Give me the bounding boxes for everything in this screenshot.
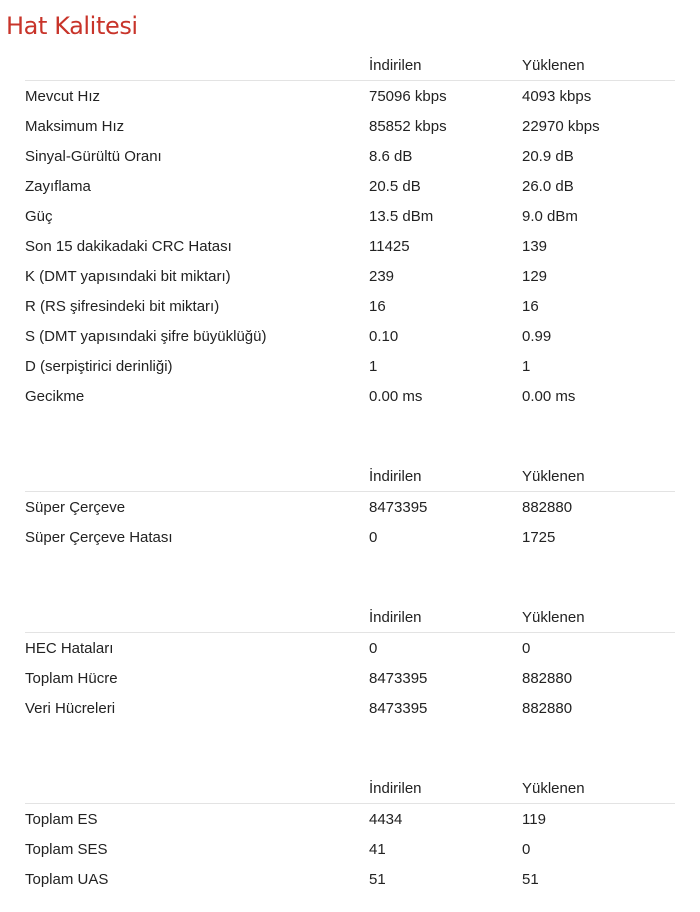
row-label: Toplam Hücre [25,669,118,687]
upstream-value: 0 [522,840,531,858]
upstream-value: 1725 [522,528,556,546]
downstream-value: 13.5 dBm [369,207,434,225]
row-label: Süper Çerçeve [25,498,126,516]
table-row [25,171,675,201]
upstream-value: 16 [522,297,539,315]
header-empty [25,50,369,81]
upstream-value: 0.00 ms [522,387,576,405]
upstream-value: 51 [522,870,539,888]
downstream-value: 51 [369,870,386,888]
upstream-value: 22970 kbps [522,117,600,135]
row-label: Süper Çerçeve Hatası [25,528,173,546]
table-row [25,522,675,552]
table-row [25,261,675,291]
downstream-value: 16 [369,297,386,315]
downstream-value: 239 [369,267,395,285]
table-row [25,111,675,141]
row-label: D (serpiştirici derinliği) [25,357,173,375]
row-label: Toplam ES [25,810,98,828]
superframe-stats-table [25,461,675,552]
table-row [25,231,675,261]
upstream-value: 882880 [522,669,573,687]
table-row [25,141,675,171]
header-empty [25,602,369,633]
row-label: Son 15 dakikadaki CRC Hatası [25,237,232,255]
table-row [25,81,675,112]
upstream-value: 26.0 dB [522,177,574,195]
downstream-value: 0.00 ms [369,387,423,405]
table-row [25,351,675,381]
upstream-value: 20.9 dB [522,147,574,165]
error-seconds-table [25,773,675,894]
row-label: Zayıflama [25,177,91,195]
upstream-value: 119 [522,810,546,828]
downstream-value: 1 [369,357,378,375]
cell-stats-table [25,602,675,723]
table-header-row [25,50,675,81]
table-header-row [25,602,675,633]
downstream-value: 0 [369,639,378,657]
row-label: Sinyal-Gürültü Oranı [25,147,162,165]
downstream-value: 11425 [369,237,410,255]
table-row [25,321,675,351]
table-row [25,864,675,894]
upstream-value: 0 [522,639,531,657]
downstream-value: 41 [369,840,386,858]
row-label: S (DMT yapısındaki şifre büyüklüğü) [25,327,267,345]
header-downstream: İndirilen [369,773,522,804]
downstream-value: 85852 kbps [369,117,447,135]
row-label: R (RS şifresindeki bit miktarı) [25,297,220,315]
downstream-value: 0 [369,528,378,546]
table-header-row [25,461,675,492]
header-upstream: Yüklenen [522,773,675,804]
row-label: Toplam UAS [25,870,109,888]
downstream-value: 20.5 dB [369,177,421,195]
table-row [25,201,675,231]
header-empty [25,773,369,804]
upstream-value: 129 [522,267,548,285]
downstream-value: 8473395 [369,498,428,516]
downstream-value: 8.6 dB [369,147,413,165]
page-title: Hat Kalitesi [6,12,138,40]
table-row [25,834,675,864]
downstream-value: 8473395 [369,669,428,687]
line-stats-table [25,50,675,411]
downstream-value: 0.10 [369,327,399,345]
table-row [25,693,675,723]
upstream-value: 1 [522,357,531,375]
header-upstream: Yüklenen [522,461,675,492]
upstream-value: 0.99 [522,327,552,345]
row-label: Toplam SES [25,840,108,858]
row-label: K (DMT yapısındaki bit miktarı) [25,267,231,285]
header-empty [25,461,369,492]
row-label: Mevcut Hız [25,87,101,105]
downstream-value: 75096 kbps [369,87,447,105]
table-row [25,663,675,693]
table-row [25,381,675,411]
table-row [25,291,675,321]
table-row [25,633,675,664]
row-label: HEC Hataları [25,639,114,657]
row-label: Maksimum Hız [25,117,125,135]
downstream-value: 8473395 [369,699,428,717]
row-label: Güç [25,207,53,225]
table-row [25,804,675,835]
upstream-value: 9.0 dBm [522,207,578,225]
row-label: Gecikme [25,387,85,405]
downstream-value: 4434 [369,810,403,828]
upstream-value: 4093 kbps [522,87,592,105]
header-downstream: İndirilen [369,602,522,633]
table-row [25,492,675,523]
upstream-value: 882880 [522,498,573,516]
row-label: Veri Hücreleri [25,699,116,717]
header-upstream: Yüklenen [522,50,675,81]
header-upstream: Yüklenen [522,602,675,633]
upstream-value: 139 [522,237,548,255]
header-downstream: İndirilen [369,461,522,492]
table-header-row [25,773,675,804]
upstream-value: 882880 [522,699,573,717]
header-downstream: İndirilen [369,50,522,81]
